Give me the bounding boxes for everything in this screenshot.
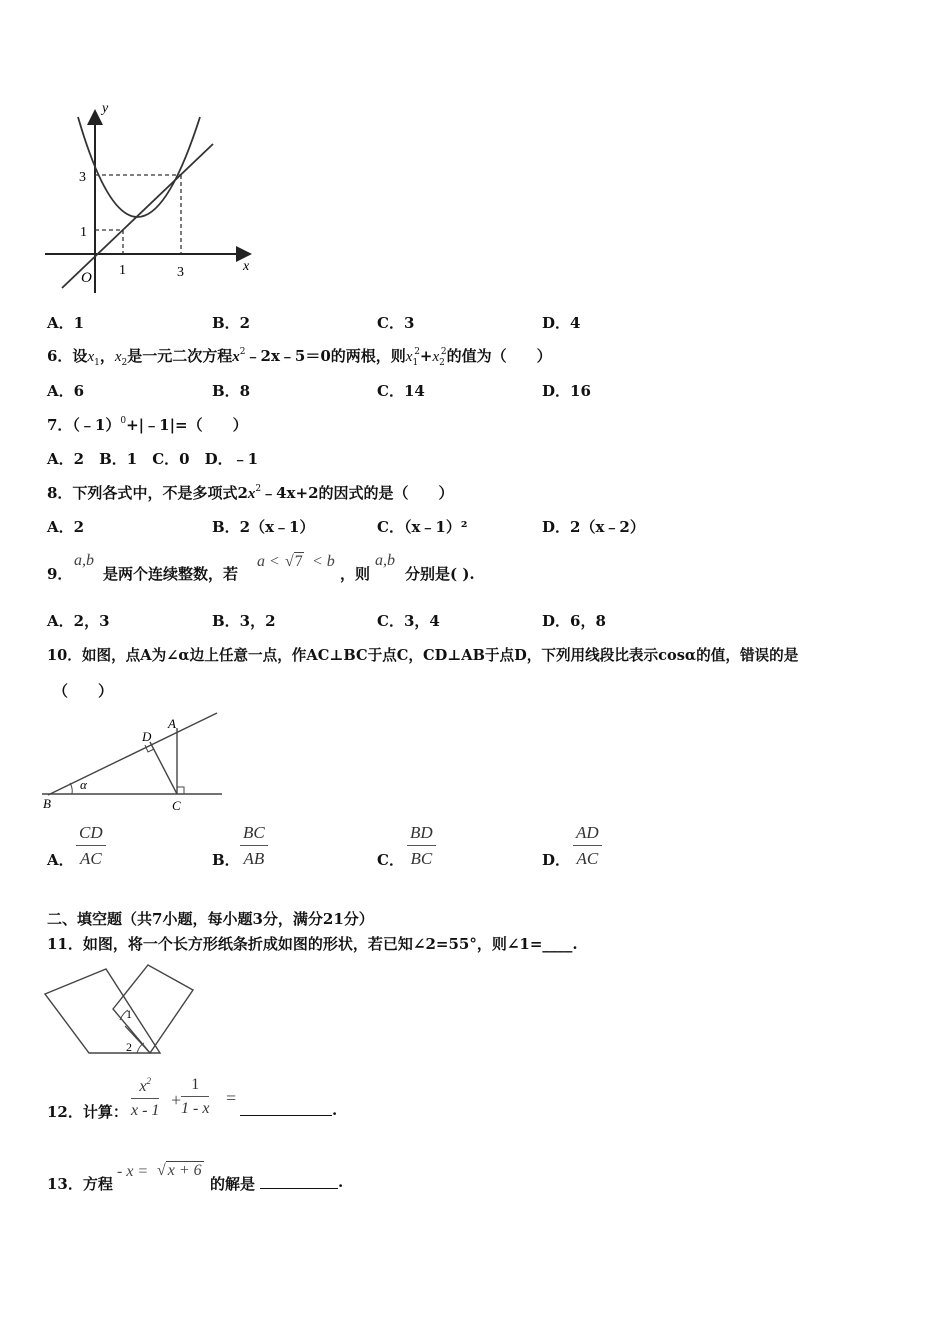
x-tick-3: 3	[177, 265, 184, 280]
parabola-line-graph	[40, 95, 260, 300]
q9-ineq-b: < b	[312, 553, 335, 570]
q9-sqrt: √7	[285, 553, 303, 570]
q13-sqrt: √ x + 6	[157, 1162, 202, 1179]
q9-number: 9．	[47, 565, 73, 583]
q10-triangle-figure	[40, 708, 230, 818]
q8-option-a[interactable]: A．2	[47, 518, 85, 536]
q10-stem-line1: 10．如图，点A为∠α边上任意一点，作AC⊥BC于点C，CD⊥AB于点D，下列用线段比表示cosα的值，错误的是	[47, 647, 799, 664]
q7-stem: 7．（﹣1）$^0$+|﹣1|=（ ）	[47, 416, 248, 434]
q13-answer-blank[interactable]	[260, 1188, 338, 1189]
q8-stem: 8．下列各式中，不是多项式$2x^2﹣4x+2$的因式的是（ ）	[47, 484, 454, 502]
q7-options[interactable]: A．2 B．1 C．0 D．﹣1	[47, 450, 259, 468]
q13-end: .	[338, 1173, 344, 1191]
origin-label: O	[81, 270, 92, 286]
parabola-curve	[78, 117, 200, 217]
q9-option-b[interactable]: B．3，2	[212, 612, 276, 630]
q9-ab-var: a,b	[74, 552, 94, 569]
section2-title: 二、填空题（共7小题，每小题3分，满分21分）	[47, 910, 374, 928]
sqrt-sign-icon: √	[157, 1162, 166, 1179]
q12-end: .	[332, 1101, 338, 1119]
label-c: C	[172, 798, 181, 813]
q9-text2: ，则	[340, 565, 371, 583]
q12-prefix: 12．计算：	[47, 1103, 128, 1121]
q6-option-b[interactable]: B．8	[212, 382, 251, 400]
y-tick-3: 3	[79, 170, 86, 185]
q10-option-d-letter[interactable]: D．	[542, 851, 571, 869]
label-b: B	[43, 796, 51, 811]
q5-option-d[interactable]: D．4	[542, 314, 581, 332]
q10-stem-line2: （ ）	[53, 682, 114, 700]
q11-stem: 11．如图，将一个长方形纸条折成如图的形状，若已知∠2=55°，则∠1=____.	[47, 935, 578, 953]
q12-fraction-2: $\frac{1}{1 - x}$	[181, 1076, 210, 1117]
angle-1-label: 1	[126, 1007, 132, 1021]
q12-plus: +	[171, 1090, 182, 1110]
label-a: A	[168, 716, 176, 731]
q10-option-d-fraction[interactable]: $\frac{AD}{AC}$	[573, 823, 602, 869]
q9-text3: 分别是( ).	[405, 565, 475, 583]
q6-option-d[interactable]: D．16	[542, 382, 591, 400]
q6-option-a[interactable]: A．6	[47, 382, 85, 400]
q9-text1: 是两个连续整数，若	[103, 565, 239, 583]
q5-option-a[interactable]: A．1	[47, 314, 85, 332]
q9-option-c[interactable]: C．3，4	[377, 612, 440, 630]
q10-option-a-fraction[interactable]: $\frac{CD}{AC}$	[76, 823, 106, 869]
q10-option-b-fraction[interactable]: $\frac{BC}{AB}$	[240, 823, 268, 869]
q9-ab-var-2: a,b	[375, 552, 395, 569]
q9-option-d[interactable]: D．6，8	[542, 612, 606, 630]
q10-option-a-letter[interactable]: A．	[47, 851, 74, 869]
q11-folded-strip-figure	[40, 960, 205, 1060]
x-axis-label: x	[243, 259, 250, 274]
q13-lhs: - x =	[117, 1163, 149, 1180]
y-axis-label: y	[102, 101, 109, 116]
y-tick-1: 1	[80, 225, 87, 240]
q9-option-a[interactable]: A．2，3	[47, 612, 110, 630]
q6-stem: 6．设$x_1$，$x_2$是一元二次方程$x^2﹣2x﹣5=0$的两根，则$x_1^2+x_2^2$的值为（ ）	[47, 347, 552, 368]
sqrt-sign-icon: √	[285, 553, 294, 570]
q10-option-b-letter[interactable]: B．	[212, 851, 240, 869]
q12-answer-blank[interactable]	[240, 1115, 332, 1116]
straight-line	[62, 144, 213, 288]
q12-fraction-1: $\frac{x^2}{x - 1}$	[131, 1076, 160, 1119]
q6-option-c[interactable]: C．14	[377, 382, 425, 400]
q5-option-c[interactable]: C．3	[377, 314, 415, 332]
q13-suffix: 的解是	[210, 1175, 256, 1193]
x-tick-1: 1	[119, 263, 126, 278]
q8-option-b[interactable]: B．2（x﹣1）	[212, 518, 315, 536]
q10-option-c-letter[interactable]: C．	[377, 851, 404, 869]
label-alpha: α	[80, 777, 87, 792]
q10-option-c-fraction[interactable]: $\frac{BD}{BC}$	[407, 823, 436, 869]
q9-ineq-a: a <	[257, 553, 280, 570]
q12-equals: =	[226, 1088, 237, 1108]
label-d: D	[142, 729, 152, 744]
q5-option-b[interactable]: B．2	[212, 314, 251, 332]
angle-2-label: 2	[126, 1040, 132, 1054]
q8-option-d[interactable]: D．2（x﹣2）	[542, 518, 645, 536]
q13-prefix: 13．方程	[47, 1175, 113, 1193]
q8-option-c[interactable]: C．（x﹣1）²	[377, 518, 468, 536]
